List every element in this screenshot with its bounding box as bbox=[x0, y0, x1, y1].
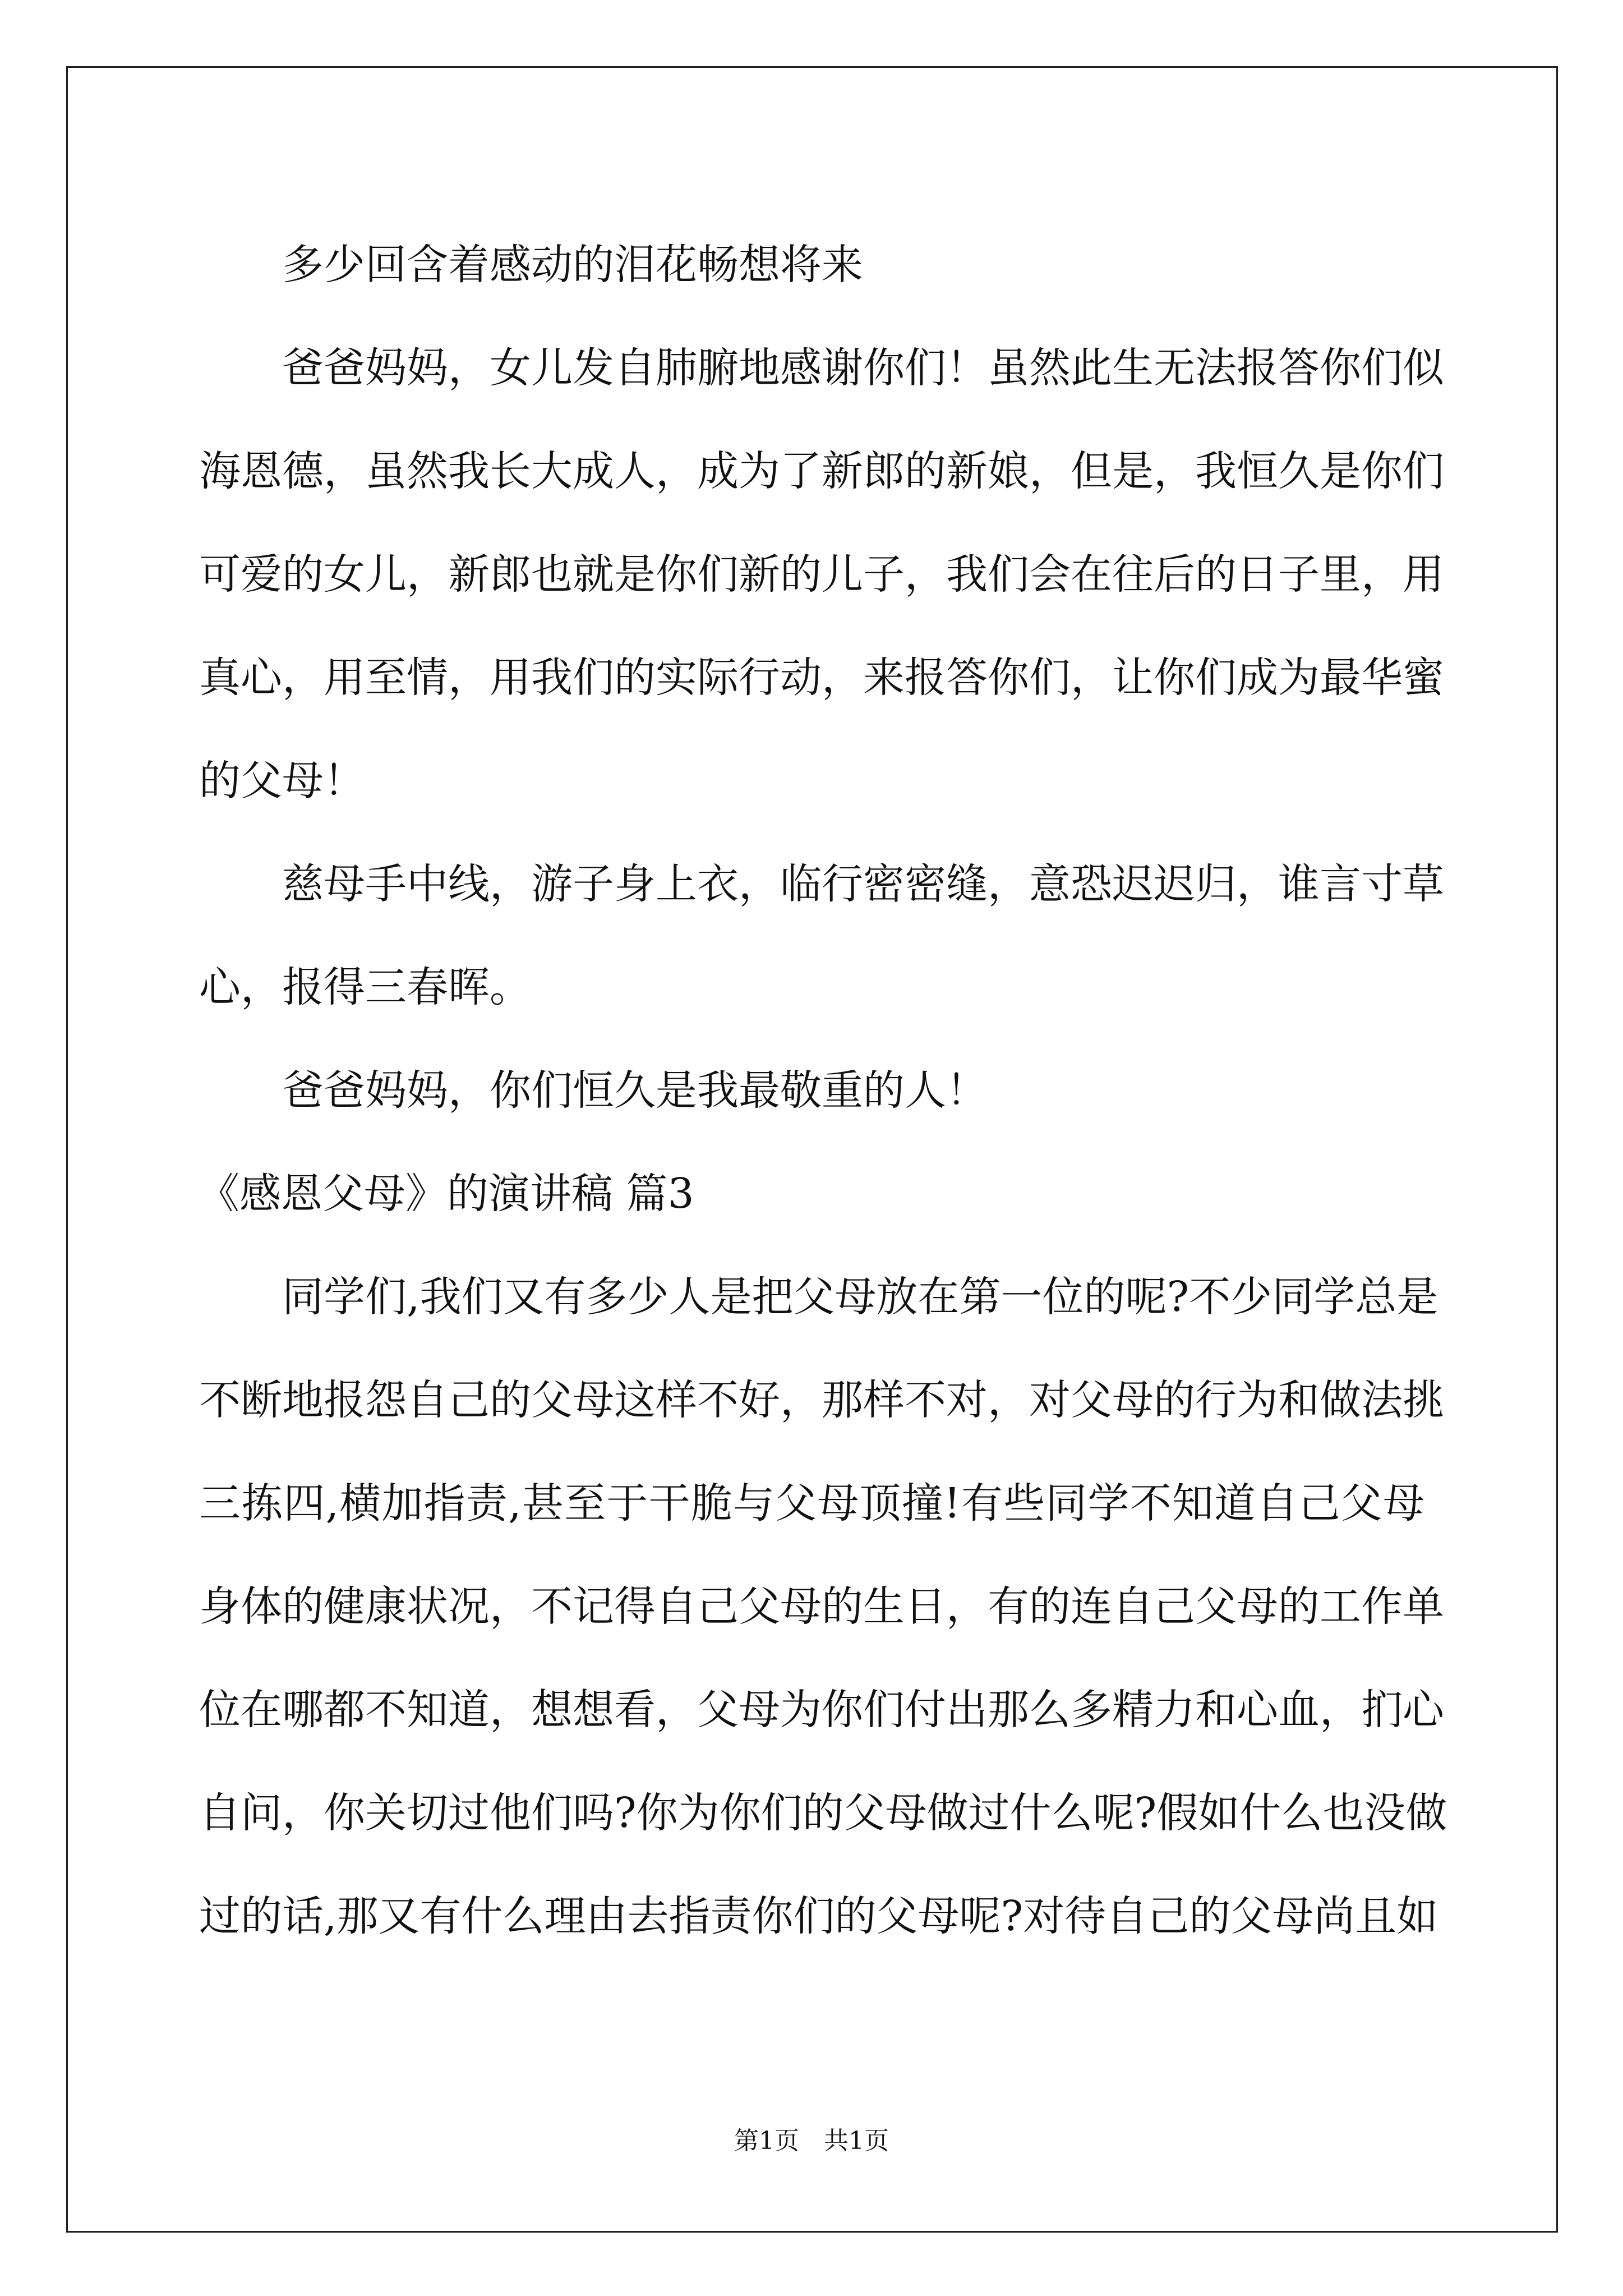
paragraph bbox=[199, 1245, 1447, 1968]
text-line: 位在哪都不知道，想想看，父母为你们付出那么多精力和心血，扪心 bbox=[199, 1686, 1444, 1734]
text-line: 同学们,我们又有多少人是把父母放在第一位的呢?不少同学总是 bbox=[282, 1273, 1438, 1321]
paragraph bbox=[199, 832, 1444, 1039]
text-line: 可爱的女儿，新郎也就是你们新的儿子，我们会在往后的日子里，用 bbox=[199, 550, 1444, 599]
text-line: 多少回含着感动的泪花畅想将来 bbox=[282, 241, 863, 289]
document-body bbox=[198, 213, 1447, 1968]
text-line: 的父母！ bbox=[199, 757, 365, 805]
text-line: 慈母手中线，游子身上衣，临行密密缝，意恐迟迟归，谁言寸草 bbox=[282, 860, 1444, 908]
heading-line: 《感恩父母》的演讲稿 篇3 bbox=[198, 1170, 694, 1218]
text-line: 不断地报怨自己的父母这样不好，那样不对，对父母的行为和做法挑 bbox=[199, 1376, 1444, 1424]
page-footer bbox=[0, 2124, 1623, 2158]
text-line: 心，报得三春晖。 bbox=[199, 963, 531, 1011]
page-number: 第1页 共1页 bbox=[734, 2127, 889, 2155]
text-line: 身体的健康状况，不记得自己父母的生日，有的连自己父母的工作单 bbox=[199, 1582, 1444, 1631]
text-line: 自问，你关切过他们吗?你为你们的父母做过什么呢?假如什么也没做 bbox=[199, 1789, 1447, 1837]
text-line: 海恩德，虽然我长大成人，成为了新郎的新娘，但是，我恒久是你们 bbox=[199, 447, 1444, 495]
text-line: 真心，用至情，用我们的实际行动，来报答你们，让你们成为最华蜜 bbox=[199, 654, 1444, 702]
paragraph bbox=[199, 213, 1424, 316]
text-line: 三拣四,横加指责,甚至于干脆与父母顶撞!有些同学不知道自己父母 bbox=[199, 1479, 1424, 1527]
section-heading bbox=[199, 1142, 1424, 1245]
text-line: 过的话,那又有什么理由去指责你们的父母呢?对待自己的父母尚且如 bbox=[199, 1892, 1438, 1940]
text-line: 爸爸妈妈，你们恒久是我最敬重的人！ bbox=[282, 1066, 988, 1115]
paragraph bbox=[199, 1039, 1424, 1142]
paragraph bbox=[199, 316, 1444, 832]
text-line: 爸爸妈妈，女儿发自肺腑地感谢你们！虽然此生无法报答你们似 bbox=[282, 344, 1444, 392]
